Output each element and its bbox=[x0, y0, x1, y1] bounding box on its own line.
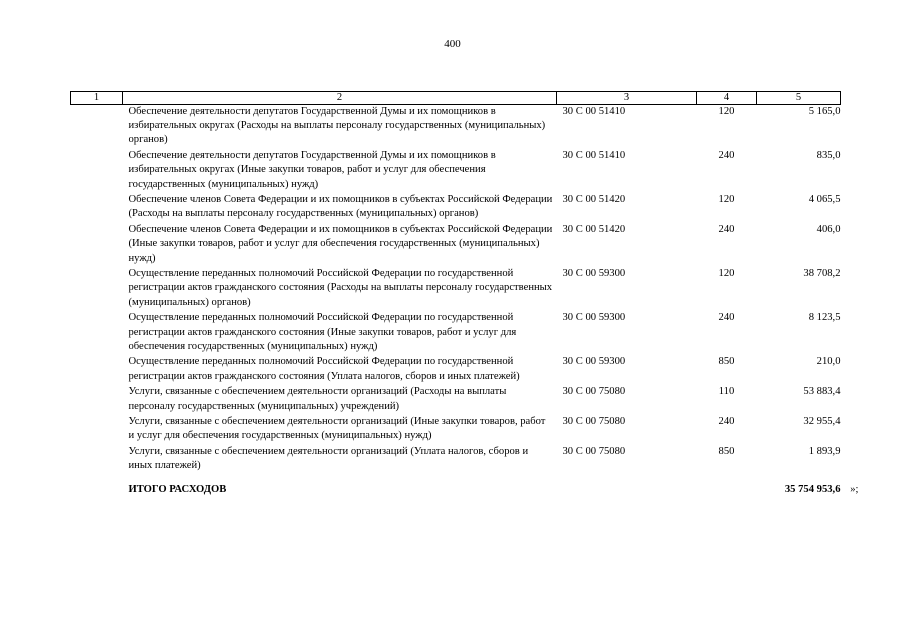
row-name: Обеспечение деятельности депутатов Государственной Думы и их помощников в избирательных округах (Расходы на выплаты персоналу государственных (муниципальных) органов) bbox=[128, 106, 546, 146]
total-label: ИТОГО РАСХОДОВ bbox=[128, 484, 227, 496]
header-col-4: 4 bbox=[697, 92, 757, 105]
header-col-1: 1 bbox=[71, 92, 123, 105]
row-expense-type: 850 bbox=[718, 446, 735, 458]
row-amount: 406,0 bbox=[816, 224, 841, 236]
row-name: Услуги, связанные с обеспечением деятельности организаций (Расходы на выплаты персоналу государственных (муниципальных) учреждений) bbox=[128, 386, 507, 412]
row-expense-type: 240 bbox=[718, 312, 735, 324]
row-col-1 bbox=[71, 415, 123, 445]
row-amount: 835,0 bbox=[816, 150, 841, 162]
closing-quote-mark: »; bbox=[850, 484, 859, 496]
row-target-article: 30 С 00 51420 bbox=[562, 194, 626, 206]
row-target-article: 30 С 00 75080 bbox=[562, 446, 626, 458]
expenditure-table bbox=[70, 91, 859, 497]
row-col-1 bbox=[71, 385, 123, 415]
header-col-3: 3 bbox=[557, 92, 697, 105]
row-target-article: 30 С 00 59300 bbox=[562, 312, 626, 324]
row-name: Осуществление переданных полномочий Российской Федерации по государственной регистрации актов гражданского состояния (Расходы на выплаты персоналу государственных (муниципальных) органов) bbox=[128, 268, 553, 308]
row-amount: 210,0 bbox=[816, 356, 841, 368]
table-row bbox=[71, 149, 841, 193]
header-col-5: 5 bbox=[757, 92, 841, 105]
row-expense-type: 240 bbox=[718, 150, 735, 162]
row-target-article: 30 С 00 75080 bbox=[562, 416, 626, 428]
row-target-article: 30 С 00 51410 bbox=[562, 106, 626, 117]
table-row bbox=[71, 311, 841, 355]
header-col-2: 2 bbox=[123, 92, 557, 105]
row-target-article: 30 С 00 59300 bbox=[562, 356, 626, 368]
row-expense-type: 240 bbox=[718, 224, 735, 236]
row-col-1 bbox=[71, 445, 123, 475]
table-body bbox=[71, 105, 841, 476]
row-col-1 bbox=[71, 223, 123, 267]
row-name: Осуществление переданных полномочий Российской Федерации по государственной регистрации актов гражданского состояния (Иные закупки товаров, работ и услуг для обеспечения государственных (муниципальных) нужд) bbox=[128, 312, 517, 352]
table-row bbox=[71, 415, 841, 445]
row-name: Услуги, связанные с обеспечением деятельности организаций (Уплата налогов, сборов и иных платежей) bbox=[128, 446, 529, 472]
row-col-1 bbox=[71, 311, 123, 355]
row-name: Услуги, связанные с обеспечением деятельности организаций (Иные закупки товаров, работ и услуг для обеспечения государственных (муниципальных) нужд) bbox=[128, 416, 546, 442]
table-row bbox=[71, 267, 841, 311]
total-amount: 35 754 953,6 bbox=[784, 484, 841, 496]
row-expense-type: 240 bbox=[718, 416, 735, 428]
table-row bbox=[71, 105, 841, 150]
row-col-1 bbox=[71, 105, 123, 150]
page-number: 400 bbox=[444, 38, 461, 50]
row-col-1 bbox=[71, 193, 123, 223]
row-amount: 4 065,5 bbox=[808, 194, 841, 206]
row-expense-type: 850 bbox=[718, 356, 735, 368]
row-amount: 32 955,4 bbox=[803, 416, 841, 428]
row-name: Обеспечение деятельности депутатов Государственной Думы и их помощников в избирательных округах (Иные закупки товаров, работ и услуг для обеспечения государственных (муниципальных) нужд) bbox=[128, 150, 496, 190]
row-target-article: 30 С 00 59300 bbox=[562, 268, 626, 280]
header-row bbox=[71, 92, 841, 105]
row-expense-type: 120 bbox=[718, 106, 735, 117]
row-target-article: 30 С 00 51410 bbox=[562, 150, 626, 162]
table-row bbox=[71, 355, 841, 385]
row-amount: 38 708,2 bbox=[803, 268, 841, 280]
row-col-1 bbox=[71, 267, 123, 311]
row-expense-type: 120 bbox=[718, 194, 735, 206]
row-col-1 bbox=[71, 149, 123, 193]
table-row bbox=[71, 193, 841, 223]
table-row bbox=[71, 223, 841, 267]
row-amount: 1 893,9 bbox=[808, 446, 841, 458]
table-row bbox=[71, 445, 841, 475]
row-target-article: 30 С 00 51420 bbox=[562, 224, 626, 236]
row-amount: 5 165,0 bbox=[808, 106, 841, 117]
row-amount: 8 123,5 bbox=[808, 312, 841, 324]
total-row bbox=[71, 475, 841, 497]
row-name: Осуществление переданных полномочий Российской Федерации по государственной регистрации актов гражданского состояния (Уплата налогов, сборов и иных платежей) bbox=[128, 356, 520, 382]
table-row bbox=[71, 385, 841, 415]
row-expense-type: 110 bbox=[718, 386, 735, 398]
row-target-article: 30 С 00 75080 bbox=[562, 386, 626, 398]
row-col-1 bbox=[71, 355, 123, 385]
row-name: Обеспечение членов Совета Федерации и их помощников в субъектах Российской Федерации (Иные закупки товаров, работ и услуг для обеспечения государственных (муниципальных) нужд) bbox=[128, 224, 553, 264]
row-amount: 53 883,4 bbox=[803, 386, 841, 398]
row-expense-type: 120 bbox=[718, 268, 735, 280]
row-name: Обеспечение членов Совета Федерации и их помощников в субъектах Российской Федерации (Расходы на выплаты персоналу государственных (муниципальных) органов) bbox=[128, 194, 553, 220]
